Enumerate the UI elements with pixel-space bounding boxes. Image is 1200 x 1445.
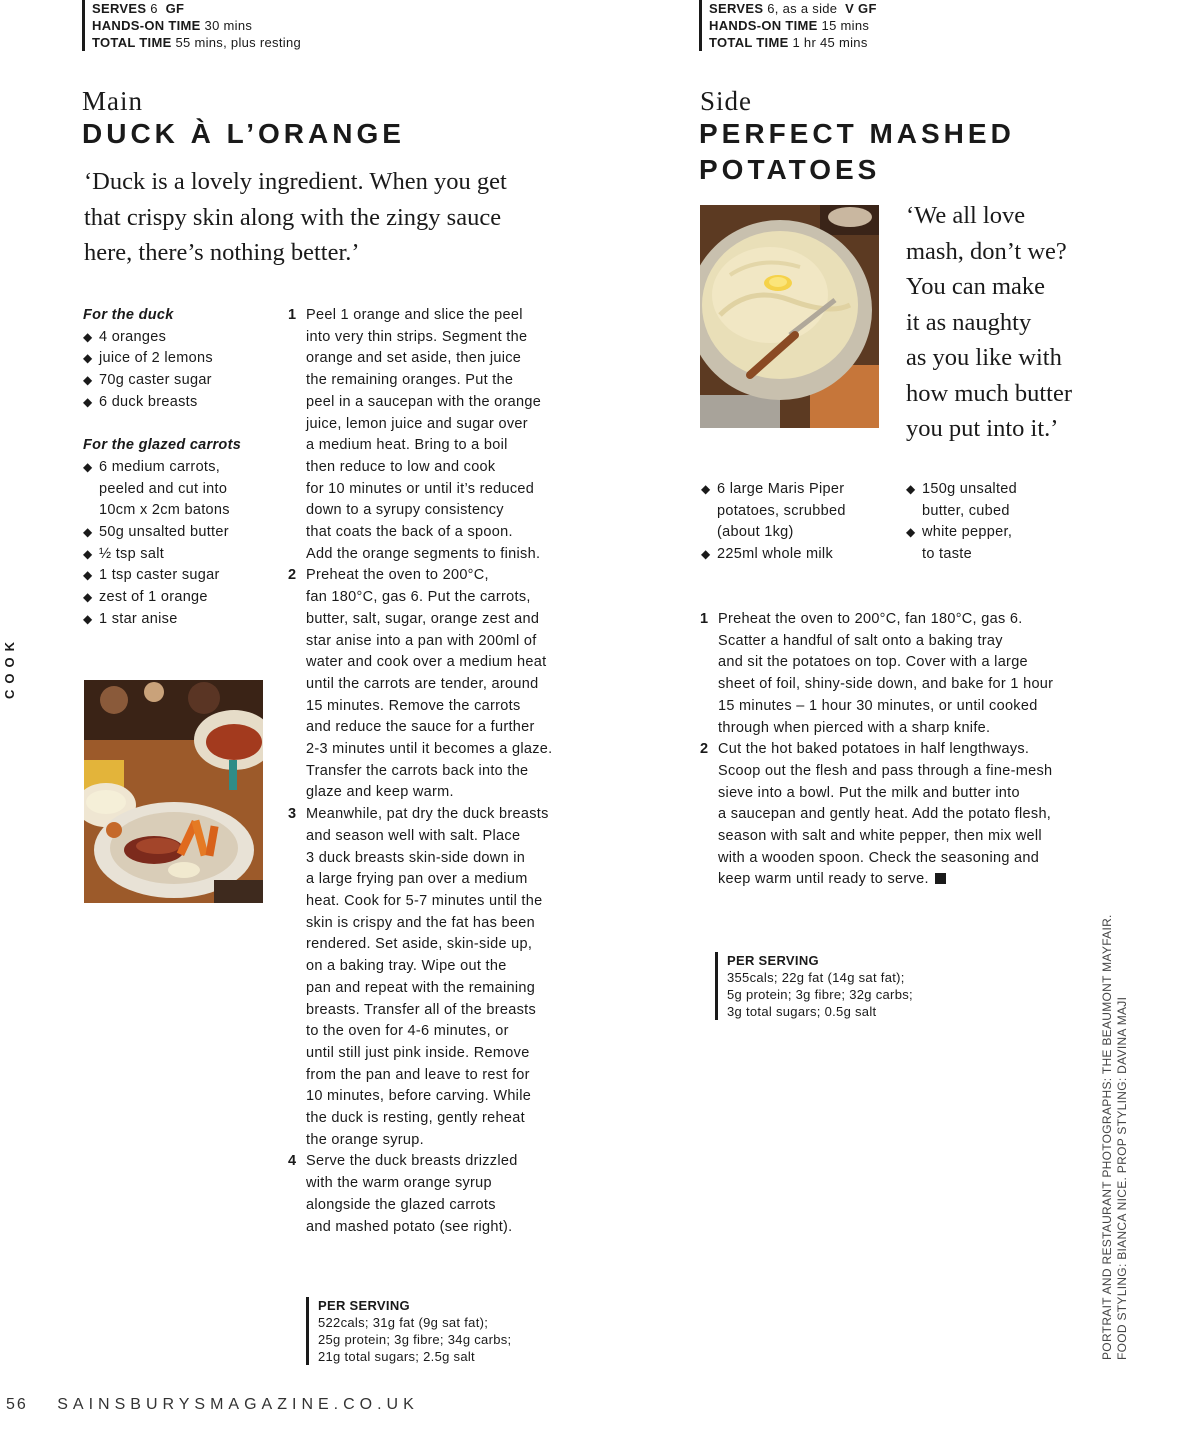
nutrition-line: 355cals; 22g fat (14g sat fat);	[727, 970, 905, 985]
method-step: 4 Serve the duck breasts drizzled with the warm orange syrup alongside the glazed carrots and mashed potato (see right).	[288, 1153, 518, 1235]
ingredient-item: ◆ 6 medium carrots, peeled and cut into 10cm x 2cm batons	[83, 457, 278, 522]
step-number: 1	[288, 307, 297, 323]
info-serves: SERVES 6, as a side V GF	[709, 1, 877, 16]
nutrition-line: 25g protein; 3g fibre; 34g carbs;	[318, 1332, 512, 1347]
end-square-icon	[935, 873, 946, 884]
ingredient-group-heading: For the duck	[83, 307, 174, 323]
ingredient-item: ◆ 50g unsalted butter	[83, 522, 278, 544]
method-step: 1 Preheat the oven to 200°C, fan 180°C, gas 6. Scatter a handful of salt onto a baking tray and sit the potatoes on top. Cover with a large sheet of foil, shiny-side down, and bake for 1 hour 15 minutes – 1 hour 30 minutes, or until cooked through when pierced with a sharp knife.	[700, 611, 1054, 736]
quote-line: You can make	[906, 273, 1046, 300]
ingredients-list	[83, 305, 278, 631]
ingredient-item: ◆ juice of 2 lemons	[83, 348, 278, 370]
duck-dish-photo	[84, 680, 263, 903]
ingredient-item: ◆ 4 oranges	[83, 327, 278, 349]
page-number: 56	[6, 1396, 28, 1413]
step-number: 2	[288, 567, 297, 584]
method-step: 2 Cut the hot baked potatoes in half lengthways. Scoop out the flesh and pass through a fine-mesh sieve into a bowl. Put the milk and butter into a saucepan and gently heat. Add the potato flesh, season with salt and white pepper, then mix well with a wooden spoon. Check the seasoning and keep warm until ready to serve.	[700, 741, 1053, 888]
step-number: 1	[700, 611, 709, 627]
credit-line: FOOD STYLING: BIANCA NICE. PROP STYLING: DAVINA MAJI	[1115, 996, 1129, 1360]
site-url: SAINSBURYSMAGAZINE.CO.UK	[57, 1396, 419, 1413]
chef-quote	[906, 198, 1106, 447]
ingredient-item: ◆ zest of 1 orange	[83, 587, 278, 609]
credit-line: PORTRAIT AND RESTAURANT PHOTOGRAPHS: THE BEAUMONT MAYFAIR.	[1100, 914, 1114, 1360]
step-number: 3	[288, 806, 297, 823]
nutrition-line: 5g protein; 3g fibre; 32g carbs;	[727, 987, 913, 1002]
ingredient-item: ◆ 6 duck breasts	[83, 392, 278, 414]
section-label: COOK	[2, 636, 17, 699]
recipe-title: DUCK À L’ORANGE	[82, 118, 405, 149]
method-step: 3 Meanwhile, pat dry the duck breasts and season well with salt. Place 3 duck breasts skin-side down in a large frying pan over a medium heat. Cook for 5-7 minutes until the skin is crispy and the fat has been rendered. Set aside, skin-side up, on a baking tray. Wipe out the pan and repeat with the remaining breasts. Transfer all of the breasts to the oven for 4-6 minutes, or until still just pink inside. Remove from the pan and leave to rest for 10 minutes, before carving. While the duck is resting, gently reheat the orange syrup.	[288, 806, 549, 1148]
quote-line: ‘Duck is a lovely ingredient. When you get	[84, 168, 507, 195]
left-recipe-info	[82, 0, 301, 51]
quote-line: mash, don’t we?	[906, 237, 1067, 265]
quote-line: that crispy skin along with the zingy sauce	[84, 203, 502, 231]
method-step: 1 Peel 1 orange and slice the peel into very thin strips. Segment the orange and set aside, then juice the remaining oranges. Put the peel in a saucepan with the orange juice, lemon juice and sugar over a medium heat. Bring to a boil then reduce to low and cook for 10 minutes or until it’s reduced down to a syrupy consistency that coats the back of a spoon. Add the orange segments to finish.	[288, 307, 542, 562]
step-number: 4	[288, 1153, 297, 1170]
nutrition-line: 21g total sugars; 2.5g salt	[318, 1349, 475, 1364]
method-steps	[288, 305, 588, 1238]
method-step: 2 Preheat the oven to 200°C, fan 180°C, gas 6. Put the carrots, butter, salt, sugar, orange zest and star anise into a pan with 200ml of water and cook over a medium heat until the carrots are tender, around 15 minutes. Remove the carrots and reduce the sauce for a further 2-3 minutes until it becomes a glaze. Transfer the carrots back into the glaze and keep warm.	[288, 567, 553, 801]
step-number: 2	[700, 741, 709, 758]
nutrition-box	[715, 952, 913, 1020]
ingredient-item: ◆ white pepper, to taste	[906, 522, 1076, 565]
info-hands-on-time: HANDS-ON TIME 30 mins	[92, 18, 253, 33]
method-steps	[700, 609, 1095, 891]
ingredient-item: ◆ 70g caster sugar	[83, 370, 278, 392]
ingredients-list	[906, 479, 1076, 566]
nutrition-heading: PER SERVING	[727, 953, 819, 968]
info-total-time: TOTAL TIME 1 hr 45 mins	[709, 35, 868, 50]
recipe-title: PERFECT MASHED POTATOES	[699, 118, 1015, 185]
ingredient-item: ◆ ½ tsp salt	[83, 544, 278, 566]
photo-credits	[1100, 900, 1136, 1360]
quote-line: you put into it.’	[906, 415, 1059, 442]
nutrition-line: 522cals; 31g fat (9g sat fat);	[318, 1315, 489, 1330]
mashed-potatoes-photo	[700, 205, 879, 428]
ingredient-item: ◆ 150g unsalted butter, cubed	[906, 479, 1076, 522]
chef-quote	[84, 164, 524, 271]
nutrition-heading: PER SERVING	[318, 1298, 410, 1313]
course-label: Main	[82, 86, 143, 116]
course-label: Side	[700, 86, 753, 116]
quote-line: it as naughty	[906, 308, 1032, 336]
nutrition-box	[306, 1297, 511, 1365]
page-footer	[6, 1396, 419, 1414]
nutrition-line: 3g total sugars; 0.5g salt	[727, 1004, 877, 1019]
ingredient-group-heading: For the glazed carrots	[83, 437, 242, 454]
info-serves: SERVES 6 GF	[92, 1, 185, 16]
quote-line: here, there’s nothing better.’	[84, 239, 360, 266]
ingredient-item: ◆ 1 star anise	[83, 609, 278, 631]
ingredient-item: ◆ 6 large Maris Piper potatoes, scrubbed (about 1kg)	[701, 479, 891, 544]
ingredients-list	[701, 479, 891, 566]
ingredient-item: ◆ 225ml whole milk	[701, 544, 891, 566]
quote-line: as you like with	[906, 344, 1062, 371]
info-hands-on-time: HANDS-ON TIME 15 mins	[709, 18, 870, 33]
right-recipe-info	[699, 0, 877, 51]
info-total-time: TOTAL TIME 55 mins, plus resting	[92, 35, 302, 50]
ingredient-item: ◆ 1 tsp caster sugar	[83, 565, 278, 587]
quote-line: ‘We all love	[906, 202, 1026, 229]
quote-line: how much butter	[906, 379, 1073, 407]
